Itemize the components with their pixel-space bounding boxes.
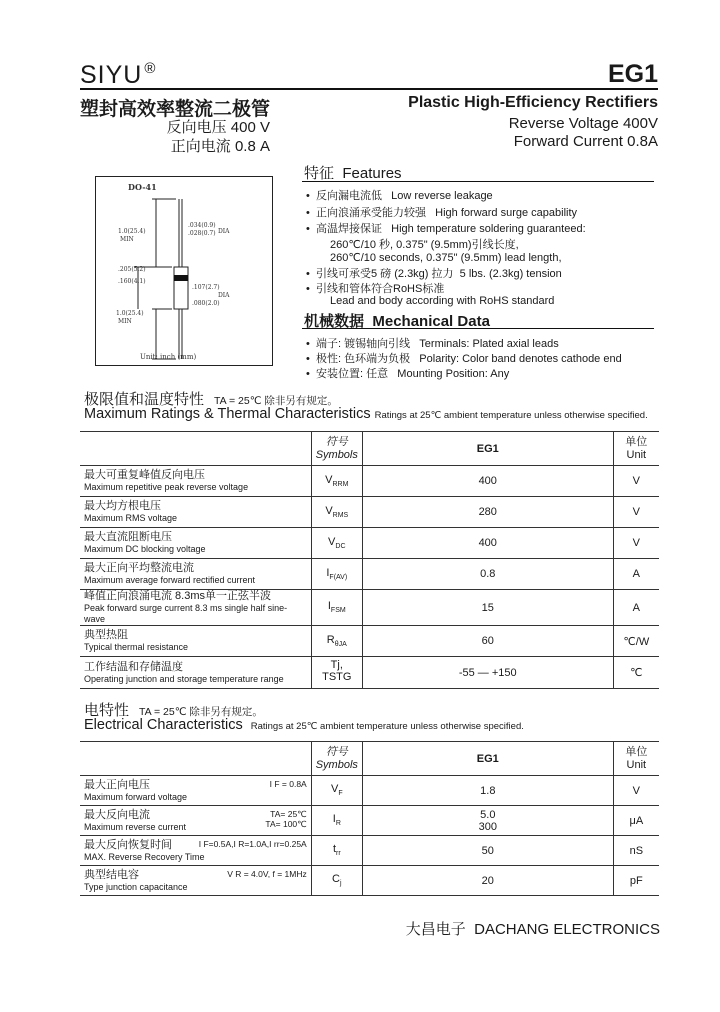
svg-text:.107(2.7): .107(2.7) [192,284,220,291]
table-header-row: 符号 Symbols EG1 单位 Unit [80,742,659,776]
svg-text:.034(0.9): .034(0.9) [188,222,216,229]
mechanical-rule [302,328,654,329]
symbol-subscript: RMS [332,512,349,520]
symbol-cell [311,590,362,626]
param-en: Maximum RMS voltage [84,513,178,523]
features-rule [302,181,654,182]
table-row [80,866,659,896]
symbol-subscript: FSM [330,607,346,615]
param-cn: 最大反向电流 [84,808,150,821]
package-outline-diagram [95,176,273,366]
feature-item: • 正向浪涌承受能力较强 High forward surge capability [306,207,578,219]
svg-text:Unit: inch (mm): Unit: inch (mm) [140,353,197,361]
param-cell [80,866,311,896]
table-row [80,590,659,626]
value-line: 300 [478,820,497,833]
brand-logo: SIYU ® [80,60,157,89]
spec-reverse-voltage-cn: 反向电压 400 V [166,119,270,136]
symbol: I [327,600,331,613]
value-line: 50 [481,844,494,857]
param-cn: 最大均方根电压 [84,500,161,512]
spec-reverse-voltage-en: Reverse Voltage 400V [508,115,658,132]
param-cn: 峰值正向浪涌电流 8.3ms单一正弦半波 [84,590,272,602]
symbol: Tj, TSTG [322,659,352,684]
table-row [80,836,659,866]
mechanical-item: • 极性: 色环端为负极 Polarity: Color band denotes cathode end [306,353,622,365]
feature-item: • 引线和管体符合RoHS标准 [306,283,445,295]
symbol: t [332,843,336,856]
param-en: Peak forward surge current 8.3 ms single half sine-wave [84,603,288,624]
unit-cell: V [613,528,659,559]
unit-cell: μA [613,806,659,836]
symbol: V [325,504,333,517]
table-row [80,466,659,497]
param-cn: 最大可重复峰值反向电压 [84,469,205,481]
param-cell [80,776,311,806]
param-en: Typical thermal resistance [84,642,189,652]
unit-cell: V [613,497,659,528]
symbol-cell [311,776,362,806]
mechanical-item: • 安装位置: 任意 Mounting Position: Any [306,368,510,380]
param-cn: 典型热阻 [84,629,128,641]
param-en: MAX. Reverse Recovery Time [84,851,205,862]
symbol: V [328,535,336,548]
table-row [80,528,659,559]
unit-cell: A [613,590,659,626]
title-en: Plastic High-Efficiency Rectifiers [408,94,658,111]
symbol-subscript: F(AV) [329,574,348,582]
param-cell [80,528,311,559]
param-cn: 典型结电容 [84,868,139,881]
company-footer: 大昌电子 DACHANG ELECTRONICS [405,921,660,938]
table-row [80,559,659,590]
test-condition [270,779,307,789]
svg-text:.205(5.2): .205(5.2) [118,266,146,273]
max-ratings-title-en: Maximum Ratings & Thermal Characteristics Ratings at 25℃ ambient temperature unless otherwise specified. [84,406,648,422]
value-cell [362,806,613,836]
symbol-cell [311,528,362,559]
param-cell [80,657,311,689]
max-ratings-title-cn: 极限值和温度特性 TA = 25℃ 除非另有规定。 [84,391,338,408]
value-cell: -55 — +150 [362,657,613,689]
symbol-cell [311,626,362,657]
svg-text:DIA: DIA [218,228,230,235]
symbol: I [326,566,330,579]
symbol-subscript: RRM [332,481,349,489]
condition-line: I F=0.5A,I R=1.0A,I rr=0.25A [198,838,307,849]
table-header-row: 符号 Symbols EG1 单位 Unit [80,432,659,466]
param-cn: 工作结温和存储温度 [84,660,183,673]
table-row [80,626,659,657]
symbol-cell [311,836,362,866]
param-cell [80,497,311,528]
unit-cell: ℃ [613,657,659,689]
symbol-subscript: j [340,880,342,888]
condition-line: TA= 25℃ [270,808,307,819]
max-ratings-table [80,431,659,689]
value-line: 5.0 [480,808,496,821]
features-heading: 特征 Features [304,165,402,182]
symbol-subscript: R [335,820,341,828]
symbol-cell [311,806,362,836]
param-en: Maximum repetitive peak reverse voltage [84,482,249,492]
value-cell: 60 [362,626,613,657]
test-condition [199,839,307,849]
table-row [80,776,659,806]
param-cn: 最大正向电压 [84,778,150,791]
symbol-cell [311,559,362,590]
unit-cell: nS [613,836,659,866]
symbol-cell [311,657,362,689]
symbol: R [326,633,335,646]
symbol-cell [311,497,362,528]
param-en: Type junction capacitance [84,881,188,892]
condition-line: V R = 4.0V, f = 1MHz [227,868,307,879]
test-condition [265,809,306,829]
unit-cell: pF [613,866,659,896]
value-cell [362,836,613,866]
registered-mark: ® [144,60,157,77]
svg-text:.160(4.1): .160(4.1) [118,278,146,285]
param-en: Maximum DC blocking voltage [84,544,206,554]
part-number: EG1 [607,60,658,88]
feature-item: • 高温焊接保证 High temperature soldering guaranteed: [306,223,586,235]
package-name: DO-41 [128,182,157,192]
header-rule [80,88,658,90]
value-cell: 280 [362,497,613,528]
svg-text:MIN: MIN [120,236,134,243]
electrical-title-en: Electrical Characteristics Ratings at 25℃ ambient temperature unless otherwise specified. [84,717,524,733]
param-cell [80,466,311,497]
unit-cell: V [613,776,659,806]
param-en: Maximum forward voltage [84,791,188,802]
svg-text:1.0(25.4): 1.0(25.4) [118,228,146,235]
unit-cell: ℃/W [613,626,659,657]
mechanical-item: • 端子: 镀锡轴向引线 Terminals: Plated axial leads [306,338,559,350]
value-cell [362,776,613,806]
test-condition [227,869,307,879]
param-cell [80,590,311,626]
value-cell: 400 [362,528,613,559]
unit-cell: V [613,466,659,497]
mechanical-heading: 机械数据 Mechanical Data [304,313,490,330]
symbol-subscript: F [338,790,343,798]
cathode-band [174,275,188,281]
svg-text:.028(0.7): .028(0.7) [188,230,216,237]
svg-text:1.0(25.4): 1.0(25.4) [116,310,144,317]
value-cell [362,866,613,896]
table-row [80,497,659,528]
param-cell [80,559,311,590]
electrical-title-cn: 电特性 TA = 25℃ 除非另有规定。 [84,702,263,719]
param-cn: 最大直流阻断电压 [84,531,172,543]
value-cell: 0.8 [362,559,613,590]
unit-cell: A [613,559,659,590]
param-en: Operating junction and storage temperature range [84,673,284,684]
symbol: V [331,783,339,796]
title-cn: 塑封高效率整流二极管 [80,99,271,120]
symbol: V [325,473,333,486]
param-cn: 最大反向恢复时间 [84,838,172,851]
spec-forward-current-cn: 正向电流 0.8 A [170,138,270,155]
symbol-cell [311,866,362,896]
param-cell [80,626,311,657]
symbol-cell [311,466,362,497]
svg-text:DIA: DIA [218,292,230,299]
feature-item: • 反向漏电流低 Low reverse leakage [306,190,493,202]
value-cell: 400 [362,466,613,497]
svg-text:.080(2.0): .080(2.0) [192,300,220,307]
value-line: 20 [481,874,494,887]
feature-item: • 引线可承受5 磅 (2.3kg) 拉力 5 lbs. (2.3kg) tension [306,268,562,280]
symbol-subscript: rr [336,850,341,858]
spec-forward-current-en: Forward Current 0.8A [513,133,658,150]
value-cell: 15 [362,590,613,626]
param-cell [80,836,311,866]
table-row [80,657,659,689]
electrical-table [80,741,659,896]
param-en: Maximum reverse current [84,821,187,832]
symbol: I [332,813,336,826]
feature-item: 260℃/10 秒, 0.375" (9.5mm)引线长度, [330,239,519,251]
feature-item: Lead and body according with RoHS standard [330,295,555,307]
symbol: C [332,873,340,886]
symbol-subscript: DC [335,543,346,551]
condition-line: I F = 0.8A [269,778,307,789]
value-line: 1.8 [480,784,496,797]
svg-text:MIN: MIN [118,318,132,325]
param-cell [80,806,311,836]
condition-line: TA= 100℃ [265,818,307,829]
param-cn: 最大正向平均整流电流 [84,562,194,574]
feature-item: 260℃/10 seconds, 0.375" (9.5mm) lead length, [330,252,562,264]
symbol-subscript: θJA [334,641,347,649]
param-en: Maximum average forward rectified current [84,575,256,585]
table-row [80,806,659,836]
